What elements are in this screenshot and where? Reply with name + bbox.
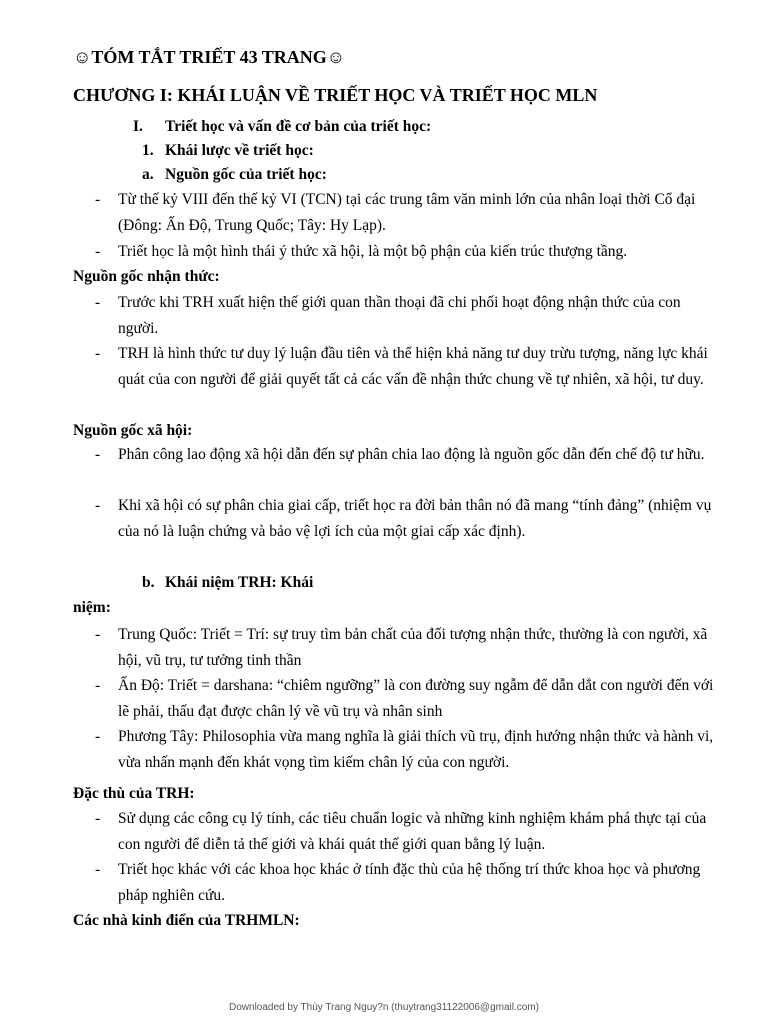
list-item bbox=[95, 442, 715, 468]
list-item bbox=[95, 724, 715, 776]
section-title: Khái lược về triết học: bbox=[165, 142, 314, 159]
bullet-text: Phân công lao động xã hội dẫn đến sự phân chia lao động là nguồn gốc dẫn đến chế độ tư hữu. bbox=[118, 446, 705, 463]
heading-xa-hoi: Nguồn gốc xã hội: bbox=[73, 422, 193, 439]
section-number: a. bbox=[142, 166, 154, 183]
bullet-text: Triết học là một hình thái ý thức xã hội, là một bộ phận của kiến trúc thượng tầng. bbox=[118, 243, 628, 260]
list-item bbox=[95, 493, 715, 545]
bullet-text: Khi xã hội có sự phân chia giai cấp, triết học ra đời bản thân nó đã mang “tính đảng” (nhiệm vụ của nó là luận chứng và bảo vệ lợi ích của một giai cấp xác định). bbox=[118, 497, 712, 540]
bullet-dash: - bbox=[95, 728, 101, 745]
list-item bbox=[95, 187, 715, 239]
list-item bbox=[95, 239, 715, 265]
bullet-dash: - bbox=[95, 626, 101, 643]
bullet-text: Phương Tây: Philosophia vừa mang nghĩa là giải thích vũ trụ, định hướng nhận thức và hành vi, vừa nhấn mạnh đến khát vọng tìm kiếm chân lý của con người. bbox=[118, 728, 714, 771]
heading-dac-thu: Đặc thù của TRH: bbox=[73, 785, 195, 802]
bullet-text: Trước khi TRH xuất hiện thế giới quan thần thoại đã chi phối hoạt động nhận thức của con người. bbox=[118, 294, 681, 337]
bullet-text: Ấn Độ: Triết = darshana: “chiêm ngưỡng” là con đường suy ngẫm để dẫn dắt con người đến với lẽ phải, thấu đạt được chân lý về vũ trụ và nhân sinh bbox=[118, 677, 714, 720]
section-1-heading bbox=[142, 141, 314, 161]
section-number: I. bbox=[133, 118, 143, 135]
section-b-heading bbox=[142, 573, 313, 593]
list-item bbox=[95, 857, 715, 909]
bullet-dash: - bbox=[95, 861, 101, 878]
section-b-heading-wrap: niệm: bbox=[73, 599, 111, 616]
section-title: Triết học và vấn đề cơ bản của triết học: bbox=[165, 118, 432, 135]
heading-nhan-thuc: Nguồn gốc nhận thức: bbox=[73, 268, 220, 285]
bullet-dash: - bbox=[95, 446, 101, 463]
bullet-text: Trung Quốc: Triết = Trí: sự truy tìm bản chất của đối tượng nhận thức, thường là con người, xã hội, vũ trụ, tư tưởng tinh thần bbox=[118, 626, 708, 669]
bullet-text: Triết học khác với các khoa học khác ở tính đặc thù của hệ thống trí thức khoa học và phương pháp nghiên cứu. bbox=[118, 861, 701, 904]
section-I-heading bbox=[133, 117, 431, 137]
bullet-dash: - bbox=[95, 191, 101, 208]
bullet-text: TRH là hình thức tư duy lý luận đầu tiên và thể hiện khả năng tư duy trừu tượng, năng lực khái quát của con người để giải quyết tất cả các vấn đề nhận thức chung về tự nhiên, xã hội, tư duy. bbox=[118, 345, 708, 388]
section-number: 1. bbox=[142, 142, 154, 159]
bullet-dash: - bbox=[95, 810, 101, 827]
bullet-dash: - bbox=[95, 345, 101, 362]
bullet-text: Từ thế kỷ VIII đến thế kỷ VI (TCN) tại các trung tâm văn minh lớn của nhân loại thời Cổ đại (Đông: Ấn Độ, Trung Quốc; Tây: Hy Lạp). bbox=[118, 191, 696, 234]
chapter-heading: CHƯƠNG I: KHÁI LUẬN VỀ TRIẾT HỌC VÀ TRIẾT HỌC MLN bbox=[73, 85, 598, 105]
bullet-text: Sử dụng các công cụ lý tính, các tiêu chuẩn logic và những kinh nghiệm khám phá thực tại của con người để diễn tả thế giới và khái quát thế giới quan bằng lý luận. bbox=[118, 810, 707, 853]
bullet-dash: - bbox=[95, 677, 101, 694]
section-a-heading bbox=[142, 165, 327, 185]
section-title: Khái niệm TRH: Khái bbox=[165, 574, 314, 591]
list-item bbox=[95, 673, 715, 725]
heading-kinh-dien: Các nhà kinh điển của TRHMLN: bbox=[73, 912, 300, 929]
list-item bbox=[95, 290, 715, 342]
list-item bbox=[95, 806, 715, 858]
section-number: b. bbox=[142, 574, 155, 591]
bullet-dash: - bbox=[95, 497, 101, 514]
bullet-dash: - bbox=[95, 294, 101, 311]
section-title: Nguồn gốc của triết học: bbox=[165, 166, 327, 183]
bullet-dash: - bbox=[95, 243, 101, 260]
document-title: ☺TÓM TẮT TRIẾT 43 TRANG☺ bbox=[73, 47, 346, 67]
list-item bbox=[95, 622, 715, 674]
download-footer: Downloaded by Thùy Trang Nguy?n (thuytrang31122006@gmail.com) bbox=[229, 1002, 539, 1013]
list-item bbox=[95, 341, 715, 393]
